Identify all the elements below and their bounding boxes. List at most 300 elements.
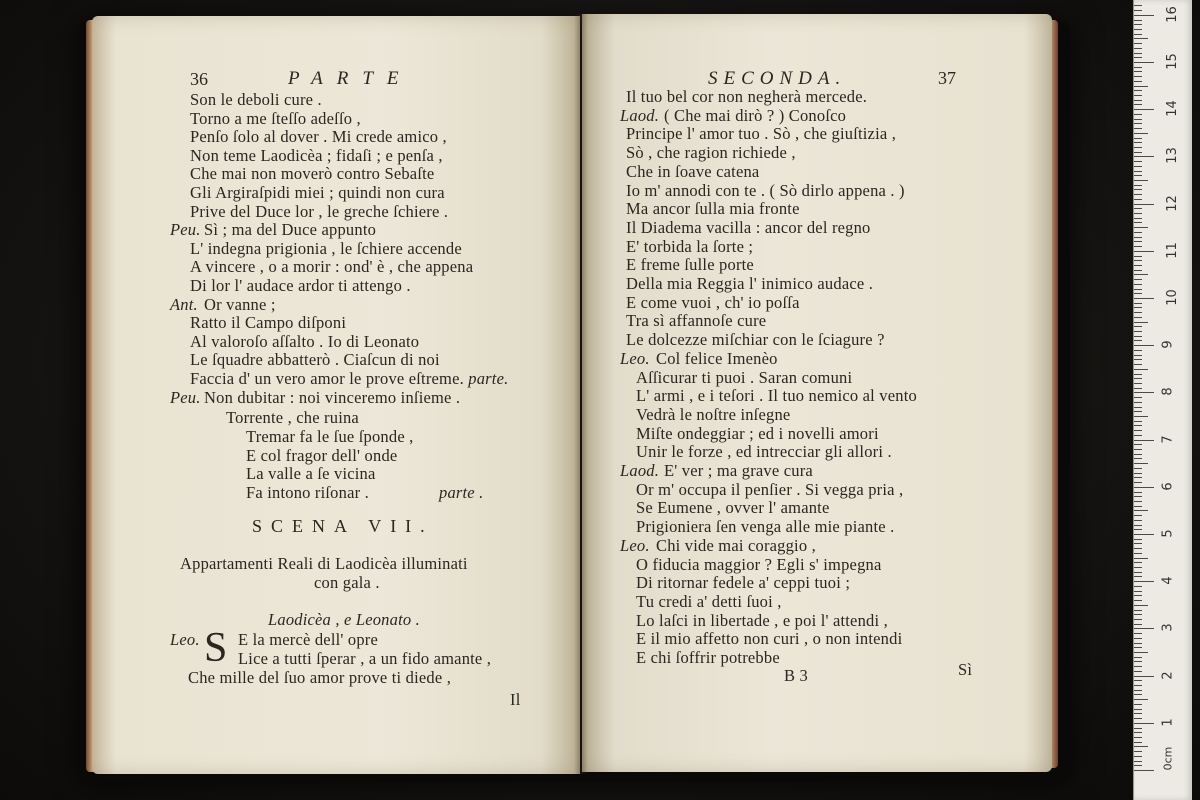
catchword: Sì [958,660,973,679]
aria-line: La valle a ſe vicina [246,464,376,484]
line-text: ( Che mai dirò ? ) Conoſco [664,105,847,125]
ruler-tick [1134,237,1142,238]
ruler-tick [1134,100,1142,101]
ruler-tick [1134,510,1148,511]
ruler-tick [1134,704,1142,705]
ruler-number: 10 [1164,289,1180,306]
ruler-tick [1134,326,1142,327]
speaker-label: Laod. [620,461,660,480]
ruler-tick [1134,161,1142,162]
stage-direction: parte. [463,369,509,388]
right-page [582,14,1052,772]
ruler-tick [1134,534,1154,535]
ruler-tick [1134,383,1142,384]
ruler-tick [1134,680,1142,681]
text-line [636,442,892,461]
ruler-number: 15 [1164,53,1180,70]
line-text: Al valoroſo aſſalto . Io di Leonato [190,331,420,351]
ruler-tick [1134,562,1142,563]
text-line: Che mille del ſuo amor prove ti diede , [188,668,452,687]
ruler-tick [1134,303,1142,304]
ruler-tick [1134,15,1154,16]
text-line [626,162,759,181]
ruler-tick [1134,610,1142,611]
text-line [636,368,852,387]
ruler-tick [1134,647,1142,648]
ruler-tick [1134,289,1142,290]
ruler-tick [1134,411,1142,412]
line-text: Che in ſoave catena [626,161,760,181]
line-text: Sò , che ragion richiede , [626,143,796,163]
text-line: E la mercè dell' opre [238,630,379,649]
text-line [636,592,782,611]
aria-line: Tremar fa le ſue ſponde , [246,426,414,446]
ruler-tick [1134,57,1142,58]
line-text: E' torbida la ſorte ; [626,236,754,256]
ruler-tick [1134,10,1142,11]
line-text: Non dubitar : noi vinceremo inſieme . [204,387,461,407]
ruler-number: 8 [1160,387,1176,397]
speaker-label: Peu. [170,220,201,240]
ruler-tick [1134,435,1142,436]
ruler-tick [1134,600,1142,601]
text-line [620,106,846,125]
speaker-label: Peu. [170,387,201,407]
ruler-tick [1134,270,1142,271]
text-line [636,611,888,630]
line-text: Or m' occupa il penſier . Si vegga pria , [636,479,904,499]
text-line [636,555,882,574]
speaker-label: Leo. [620,535,650,555]
ruler-tick [1134,104,1142,105]
text-line [626,143,796,162]
ruler-tick [1134,48,1142,49]
ruler-tick [1134,576,1142,577]
text-line [626,237,753,256]
text-line [190,369,508,388]
ruler-unit: 0cm [1161,746,1175,771]
ruler-tick [1134,473,1142,474]
line-text: E' ver ; ma grave cura [664,461,813,480]
ruler-tick [1134,180,1148,181]
running-head: SECONDA. [708,68,847,89]
ruler-tick [1134,624,1142,625]
ruler-tick [1134,492,1142,493]
text-line [636,424,879,443]
line-text: E freme ſulle porte [626,255,754,275]
ruler-tick [1134,676,1154,677]
ruler-tick [1134,501,1142,502]
text-line [626,199,800,218]
ruler-tick [1134,449,1142,450]
line-text: E il mio affetto non curi , o non intendi [636,629,903,649]
page-number: 37 [938,68,956,88]
ruler-tick [1134,440,1154,441]
ruler-tick [1134,152,1142,153]
ruler-tick [1134,378,1142,379]
ruler-tick [1134,633,1142,634]
ruler-tick [1134,345,1154,346]
ruler-tick [1134,133,1148,134]
ruler-tick [1134,558,1148,559]
line-text: Se Eumene , ovver l' amante [636,498,830,518]
ruler-number: 1 [1160,718,1176,727]
ruler-tick [1134,737,1142,738]
ruler-tick [1134,138,1142,139]
ruler-tick [1134,218,1142,219]
line-text: A vincere , o a morir : ond' è , che appena [190,257,474,277]
text-line: Lice a tutti ſperar , a un fido amante , [238,649,492,668]
text-line [626,255,754,274]
ruler-number: 16 [1164,6,1180,23]
line-text: Il Diadema vacilla : ancor del regno [626,217,871,237]
ruler-tick [1134,119,1142,120]
ruler-tick [1134,723,1154,724]
text-line [626,181,905,200]
text-line [626,218,871,237]
line-text: Ma ancor ſulla mia fronte [626,199,800,219]
ruler-tick [1134,553,1142,554]
text-line [190,276,411,295]
text-line [636,405,790,424]
text-line [190,146,443,165]
ruler-tick [1134,605,1148,606]
line-text: Gli Argiraſpidi miei ; quindi non cura [190,183,445,202]
speaker-label: Ant. [170,294,198,314]
ruler-tick [1134,539,1142,540]
line-text: Prigioniera ſen venga alle mie piante . [636,517,895,537]
text-line [636,573,850,592]
line-text: Di ritornar fedele a' ceppi tuoi ; [636,573,851,593]
speaker-label: Leo. [170,630,200,649]
ruler-tick [1134,43,1142,44]
ruler-tick [1134,359,1142,360]
signature-mark: B 3 [784,666,808,685]
ruler-tick [1134,487,1154,488]
ruler-tick [1134,751,1142,752]
ruler-tick [1134,595,1142,596]
text-line [190,164,434,183]
ruler-tick [1134,614,1142,615]
line-text: Di lor l' audace ardor ti attengo . [190,276,411,295]
ruler-tick [1134,199,1142,200]
text-line [190,332,419,351]
ruler-tick [1134,374,1142,375]
text-line [636,386,917,405]
text-line [190,257,473,276]
ruler-tick [1134,29,1142,30]
ruler-tick [1134,95,1142,96]
ruler-number: 7 [1160,434,1176,444]
ruler-tick [1134,586,1142,587]
text-line [626,274,873,293]
text-line [190,313,346,332]
ruler-tick [1134,204,1154,205]
ruler-tick [1134,350,1142,351]
line-text: E chi ſoffrir potrebbe [636,648,780,667]
text-line [190,90,322,109]
scene-title: SCENA VII. [252,516,434,536]
book-gutter [574,14,588,774]
ruler-tick [1134,643,1142,644]
ruler-tick [1134,407,1142,408]
line-text: O fiducia maggior ? Egli s' impegna [636,554,882,574]
text-line [170,388,460,407]
ruler-tick [1134,298,1154,299]
ruler-number: 14 [1164,100,1180,117]
line-text: Col felice Imenèo [656,348,778,368]
stage-direction: parte . [439,483,484,502]
ruler-tick [1134,20,1142,21]
ruler-tick [1134,317,1142,318]
line-text: Unir le forze , ed intrecciar gli allori . [636,442,892,462]
ruler-tick [1134,227,1148,228]
text-line [190,183,445,202]
ruler-tick [1134,232,1142,233]
text-line [190,127,447,146]
ruler-tick [1134,90,1142,91]
line-text: Aſſicurar ti puoi . Saran comuni [636,367,853,387]
ruler-tick [1134,699,1148,700]
line-text: Che mai non moverò contro Sebaſte [190,164,435,184]
line-text: Tra sì affannoſe cure [626,311,767,331]
ruler-tick [1134,208,1142,209]
ruler-tick [1134,444,1142,445]
text-line [636,629,902,648]
ruler-tick [1134,86,1148,87]
scene-characters: Laodicèa , e Leonato . [268,610,420,629]
ruler-tick [1134,671,1142,672]
text-line [626,311,766,330]
ruler-tick [1134,34,1142,35]
ruler-tick [1134,718,1142,719]
ruler-tick [1134,761,1142,762]
line-text: Son le deboli cure . [190,90,322,109]
speaker-label: Laod. [620,105,660,125]
left-page [92,16,580,774]
ruler-tick [1134,657,1142,658]
ruler-tick [1134,482,1142,483]
ruler-tick [1134,430,1142,431]
ruler-tick [1134,454,1142,455]
ruler-tick [1134,251,1154,252]
ruler-tick [1134,246,1142,247]
line-text: E come vuoi , ch' io poſſa [626,292,800,312]
aria-line: E col fragor dell' onde [246,445,398,465]
line-text: Penſo ſolo al dover . Mi crede amico , [190,127,447,147]
ruler-tick [1134,416,1148,417]
ruler-tick [1134,591,1142,592]
ruler-tick [1134,572,1142,573]
line-text: Miſte ondeggiar ; ed i novelli amori [636,423,879,443]
ruler-tick [1134,746,1148,747]
ruler-tick [1134,397,1142,398]
ruler-tick [1134,76,1142,77]
ruler-tick [1134,194,1142,195]
ruler-number: 3 [1160,623,1176,633]
ruler-tick [1134,53,1142,54]
ruler-tick [1134,71,1142,72]
aria-line: Fa intono riſonar . [246,483,369,503]
ruler-tick [1134,62,1154,63]
ruler-tick [1134,728,1142,729]
ruler-tick [1134,166,1142,167]
ruler-tick [1134,331,1142,332]
ruler-number: 9 [1160,340,1176,349]
ruler-tick [1134,742,1142,743]
ruler-tick [1134,694,1142,695]
text-line [620,536,816,555]
ruler-tick [1134,336,1142,337]
text-line [626,124,896,143]
line-text: Le dolcezze miſchiar con le ſciagure ? [626,330,885,350]
measuring-ruler [1133,0,1192,800]
ruler-tick [1134,388,1142,389]
ruler-tick [1134,468,1142,469]
ruler-tick [1134,279,1142,280]
ruler-tick [1134,241,1142,242]
ruler-tick [1134,364,1142,365]
ruler-tick [1134,421,1142,422]
ruler-tick [1134,322,1148,323]
ruler-tick [1134,392,1154,393]
ruler-tick [1134,765,1142,766]
ruler-tick [1134,525,1142,526]
ruler-tick [1134,756,1142,757]
text-line [620,349,778,368]
scene-setting: Appartamenti Reali di Laodicèa illuminati [180,554,468,573]
catchword: Il [510,690,521,709]
line-text: Tu credi a' detti ſuoi , [636,591,782,611]
ruler-tick [1134,67,1142,68]
ruler-tick [1134,463,1148,464]
ruler-tick [1134,24,1142,25]
ruler-tick [1134,114,1142,115]
line-text: L' armi , e i teſori . Il tuo nemico al vento [636,386,917,406]
text-line [190,109,361,128]
line-text: Torno a me ſteſſo adeſſo , [190,108,361,128]
speaker-label: Leo. [620,348,650,368]
ruler-tick [1134,81,1142,82]
ruler-tick [1134,529,1142,530]
ruler-number: 2 [1160,670,1176,680]
line-text: Lo laſci in libertade , e poi l' attendi , [636,610,888,630]
ruler-tick [1134,425,1142,426]
ruler-tick [1134,293,1142,294]
ruler-tick [1134,109,1154,110]
ruler-tick [1134,520,1142,521]
ruler-tick [1134,147,1142,148]
line-text: Faccia d' un vero amor le prove eſtreme. [190,369,464,388]
ruler-number: 12 [1164,194,1180,212]
ruler-number: 4 [1160,576,1176,585]
ruler-tick [1134,581,1154,582]
ruler-tick [1134,171,1142,172]
ruler-tick [1134,274,1148,275]
ruler-tick [1134,355,1142,356]
ruler-number: 6 [1160,482,1176,491]
ruler-tick [1134,666,1142,667]
ruler-tick [1134,265,1142,266]
ruler-tick [1134,652,1148,653]
ruler-tick [1134,770,1154,771]
text-line [170,220,376,239]
text-line [626,330,885,349]
ruler-tick [1134,123,1142,124]
text-line [170,295,276,314]
line-text: Prive del Duce lor , le greche ſchiere . [190,201,449,221]
line-text: L' indegna prigionia , le ſchiere accende [190,238,462,258]
text-line [626,87,867,106]
ruler-number: 13 [1164,147,1180,165]
line-text: Or vanne ; [204,294,276,314]
running-head: PARTE [288,68,413,89]
line-text: Sì ; ma del Duce appunto [204,220,377,240]
text-line [190,239,462,258]
ruler-tick [1134,369,1148,370]
ruler-tick [1134,543,1142,544]
line-text: Le ſquadre abbatterò . Ciaſcun di noi [190,350,440,370]
line-text: Vedrà le noſtre inſegne [636,404,791,424]
ruler-tick [1134,156,1154,157]
text-line [636,517,894,536]
text-line [626,293,800,312]
ruler-tick [1134,690,1142,691]
aria-line: Torrente , che ruina [226,408,359,427]
ruler-tick [1134,567,1142,568]
line-text: Della mia Reggia l' inimico audace . [626,274,874,293]
ruler-tick [1134,260,1142,261]
line-text: Non teme Laodicèa ; fidaſi ; e penſa , [190,145,443,165]
ruler-tick [1134,619,1142,620]
ruler-tick [1134,142,1142,143]
page-number: 36 [190,69,208,89]
line-text: Il tuo bel cor non negherà mercede. [626,87,868,106]
ruler-tick [1134,548,1142,549]
ruler-tick [1134,685,1142,686]
ruler-tick [1134,506,1142,507]
ruler-tick [1134,732,1142,733]
ruler-tick [1134,515,1142,516]
ruler-tick [1134,307,1142,308]
text-line [636,648,780,667]
line-text: Io m' annodi con te . ( Sò dirlo appena . ) [626,180,905,200]
line-text: Principe l' amor tuo . Sò , che giuſtizia , [626,124,897,144]
ruler-tick [1134,256,1142,257]
ruler-tick [1134,175,1142,176]
ruler-tick [1134,128,1142,129]
ruler-tick [1134,496,1142,497]
ruler-tick [1134,284,1142,285]
ruler-tick [1134,477,1142,478]
ruler-tick [1134,628,1154,629]
text-line [190,202,448,221]
ruler-tick [1134,222,1142,223]
ruler-tick [1134,458,1142,459]
ruler-tick [1134,340,1142,341]
ruler-tick [1134,38,1148,39]
scene-setting: con gala . [314,573,380,592]
text-line [620,461,813,480]
ruler-tick [1134,638,1142,639]
ruler-number: 5 [1160,529,1176,538]
ruler-number: 11 [1164,242,1180,259]
ruler-tick [1134,713,1142,714]
ruler-tick [1134,185,1142,186]
ruler-tick [1134,661,1142,662]
line-text: Ratto il Campo diſponi [190,313,347,333]
ruler-tick [1134,709,1142,710]
